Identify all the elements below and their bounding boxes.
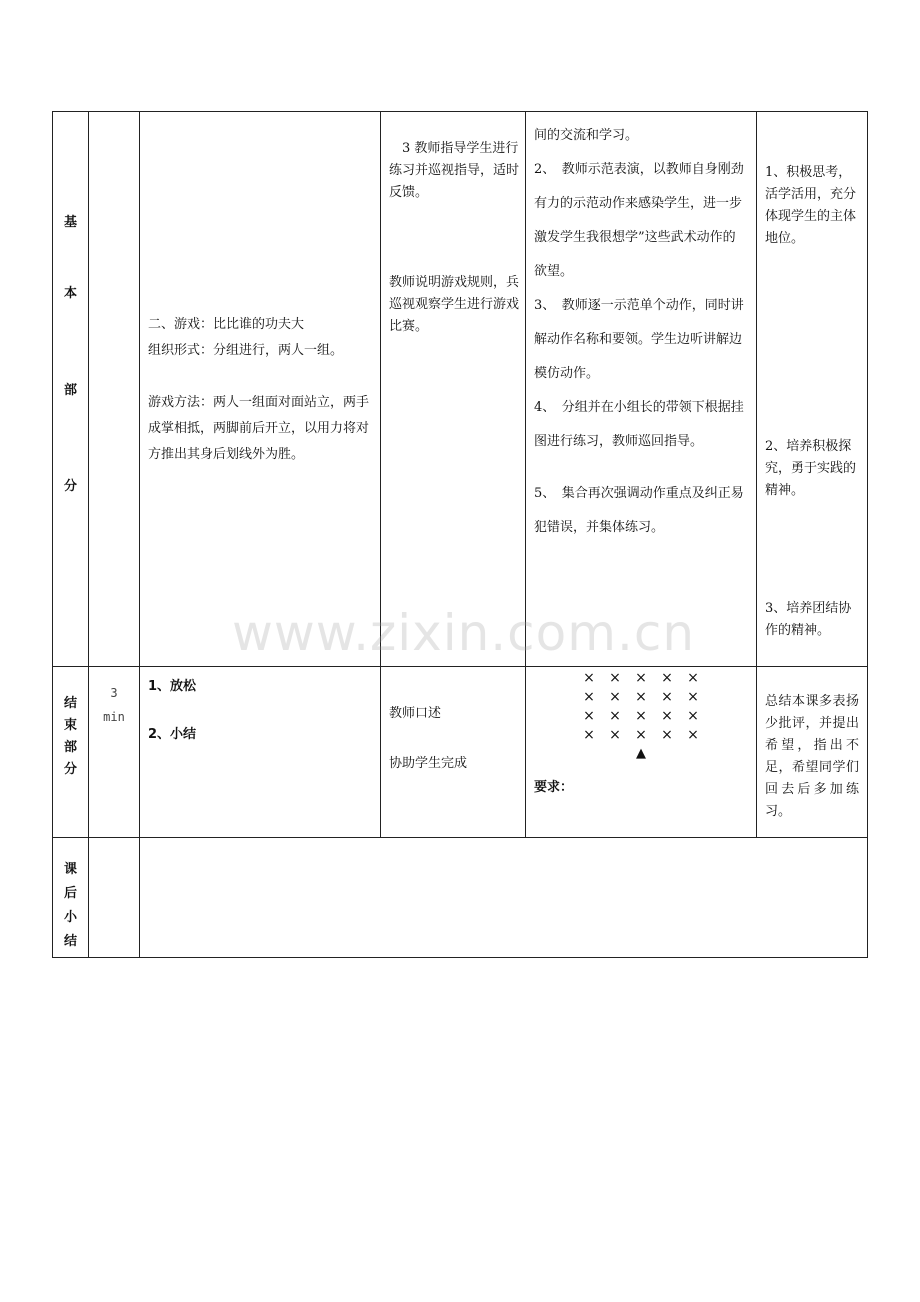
- summary-label-char: 结: [63, 934, 77, 949]
- summary-label-char: 课: [63, 862, 77, 877]
- student-mark: ×: [609, 708, 621, 724]
- watermark-text: www.zixin.com.cn: [232, 604, 696, 662]
- intent-3: 3、培养团结协作的精神。: [765, 601, 852, 638]
- formation-diagram: [526, 667, 756, 763]
- teacher-triangle-icon: ▲: [636, 746, 646, 761]
- org-note: 3、 教师逐一示范单个动作，同时讲解动作名称和要领。学生边听讲解边模仿动作。: [534, 298, 744, 381]
- ending-time-unit: min: [103, 710, 125, 724]
- student-mark: ×: [687, 689, 699, 705]
- basic-label-char: 本: [63, 286, 77, 301]
- org-note: 5、 集合再次强调动作重点及纠正易犯错误，并集体练习。: [534, 486, 744, 535]
- ending-time-value: 3: [110, 686, 118, 700]
- summary-time-cell: [89, 838, 140, 958]
- requirement-label: 要求：: [534, 780, 574, 795]
- ending-teacher-cell: [381, 667, 526, 838]
- formation-row: [526, 688, 756, 707]
- basic-section-label-cell: [53, 112, 89, 667]
- basic-organization-cell: [526, 112, 757, 667]
- student-mark: ×: [635, 670, 647, 686]
- ending-teacher-1: 教师口述: [389, 706, 442, 721]
- student-mark: ×: [635, 689, 647, 705]
- org-note: 间的交流和学习。: [534, 128, 639, 143]
- student-mark: ×: [661, 708, 673, 724]
- teacher-guide-text: 3 教师指导学生进行练习并巡视指导，适时反馈。: [389, 141, 520, 200]
- ending-label-char: 部: [63, 740, 77, 755]
- basic-teacher-cell: [381, 112, 526, 667]
- formation-row: [526, 707, 756, 726]
- student-mark: ×: [661, 689, 673, 705]
- formation-row: [526, 726, 756, 745]
- intent-2: 2、培养积极探究，勇于实践的精神。: [765, 439, 857, 498]
- ending-time-cell: [89, 667, 140, 838]
- student-mark: ×: [635, 708, 647, 724]
- ending-intent-cell: [757, 667, 868, 838]
- ending-label-char: 束: [63, 718, 77, 733]
- ending-section-label-cell: [53, 667, 89, 838]
- student-mark: ×: [583, 689, 595, 705]
- lesson-plan-table: [52, 111, 868, 958]
- student-mark: ×: [609, 689, 621, 705]
- student-mark: ×: [687, 708, 699, 724]
- teacher-game-rules-text: 教师说明游戏规则，兵巡视观察学生进行游戏比赛。: [389, 275, 520, 334]
- intent-1: 1、积极思考，活学活用，充分体现学生的主体地位。: [765, 165, 857, 246]
- ending-teacher-2: 协助学生完成: [389, 756, 468, 771]
- student-mark: ×: [687, 727, 699, 743]
- ending-label-char: 分: [63, 762, 77, 777]
- basic-label-char: 分: [63, 479, 77, 494]
- summary-section-label-cell: [53, 838, 89, 958]
- ending-organization-cell: [526, 667, 757, 838]
- student-mark: ×: [687, 670, 699, 686]
- summary-section-row: [53, 838, 868, 958]
- basic-time-cell: [89, 112, 140, 667]
- summary-label-char: 小: [63, 910, 77, 925]
- org-note: 4、 分组并在小组长的带领下根据挂图进行练习，教师巡回指导。: [534, 400, 744, 449]
- formation-row: [526, 669, 756, 688]
- basic-content-cell: [140, 112, 381, 667]
- ending-intent-text: 总结本课多表扬少批评，并提出希望，指出不足，希望同学们回去后多加练习。: [765, 694, 859, 819]
- ending-item-summary: 2、小结: [148, 727, 197, 742]
- ending-content-cell: [140, 667, 381, 838]
- basic-intent-cell: [757, 112, 868, 667]
- student-mark: ×: [583, 727, 595, 743]
- summary-content-cell: [140, 838, 868, 958]
- org-note: 2、 教师示范表演，以教师自身刚劲有力的示范动作来感染学生，进一步激发学生我很想学”这些武术动作的欲望。: [534, 162, 744, 279]
- student-mark: ×: [583, 708, 595, 724]
- student-mark: ×: [609, 727, 621, 743]
- game-title: 二、游戏：比比谁的功夫大: [148, 317, 305, 332]
- basic-label-char: 基: [63, 215, 77, 230]
- ending-item-relax: 1、放松: [148, 679, 197, 694]
- basic-section-row: [53, 112, 868, 667]
- summary-label-char: 后: [63, 886, 77, 901]
- game-method: 游戏方法：两人一组面对面站立，两手成掌相抵，两脚前后开立，以用力将对方推出其身后划线外为胜。: [148, 395, 370, 462]
- student-mark: ×: [661, 670, 673, 686]
- ending-section-row: [53, 667, 868, 838]
- student-mark: ×: [609, 670, 621, 686]
- basic-label-char: 部: [63, 383, 77, 398]
- game-organization: 组织形式：分组进行，两人一组。: [148, 343, 344, 358]
- student-mark: ×: [583, 670, 595, 686]
- ending-label-char: 结: [63, 696, 77, 711]
- student-mark: ×: [635, 727, 647, 743]
- student-mark: ×: [661, 727, 673, 743]
